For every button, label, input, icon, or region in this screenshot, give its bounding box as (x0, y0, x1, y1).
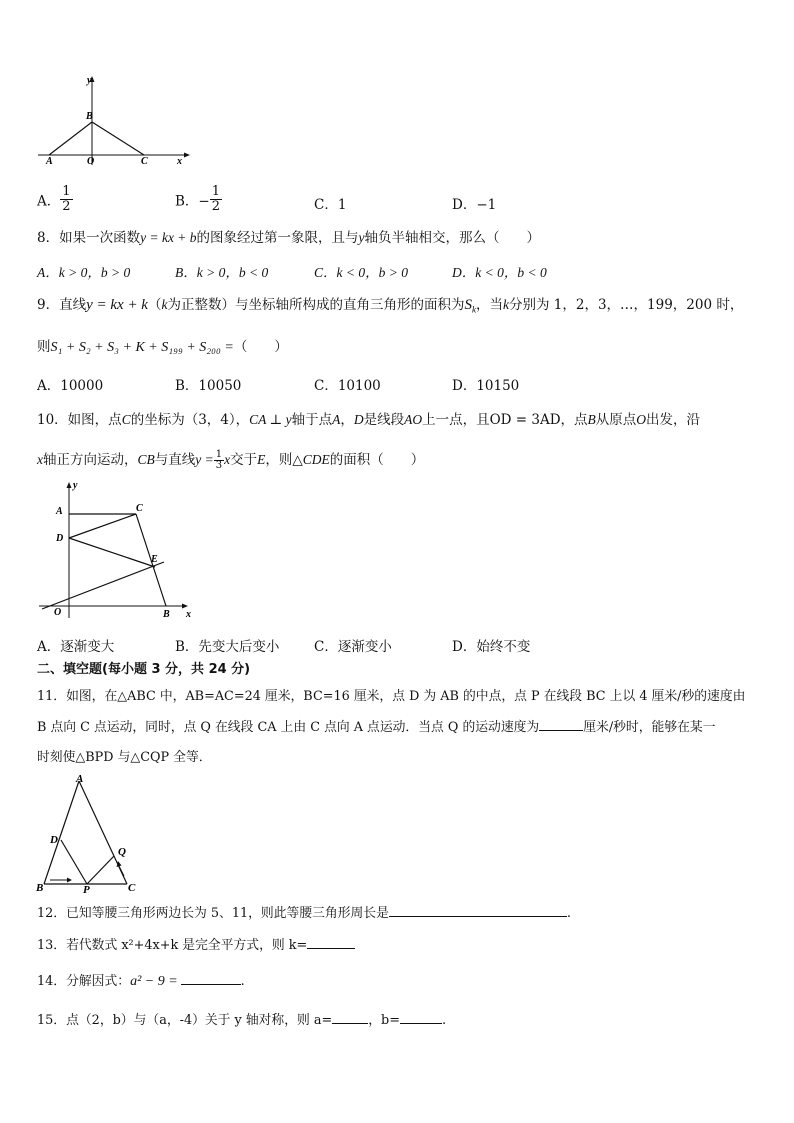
label-b: B (86, 111, 93, 122)
q11-line-1: 11．如图，在△ABC 中，AB=AC=24 厘米，BC=16 厘米，点 D 为 AB 的中点，点 P 在线段 BC 上以 4 厘米/秒的速度由 (37, 689, 746, 704)
q9-option-a: A．10000 (37, 378, 104, 394)
q8-option-a: A．k > 0，b > 0 (37, 265, 131, 280)
segment-de (69, 538, 155, 567)
label-a: A (76, 773, 84, 785)
q10-line-1: 10．如图，点C的坐标为（3，4），CA ⊥ y轴于点A，D是线段AO上一点，且OD = 3AD，点B从原点O出发，沿 (37, 412, 701, 428)
label-o: O (54, 607, 62, 618)
segment-ab (49, 122, 92, 155)
arrow-c-to-q (119, 866, 124, 876)
q9-line-1: 9．直线y = kx + k（k为正整数）与坐标轴所构成的直角三角形的面积为$S_k$，当k分别为 1，2，3，…，199，200 时， (37, 297, 744, 315)
q13-answer-blank[interactable] (307, 936, 355, 949)
q14: 14．分解因式：a² − 9 = . (37, 974, 245, 989)
q9-option-d: D．10150 (452, 378, 520, 394)
y-axis-arrow-icon (67, 482, 72, 488)
q14-answer-blank[interactable] (181, 972, 241, 985)
q12: 12．已知等腰三角形两边长为 5、11，则此等腰三角形周长是 . (37, 906, 571, 921)
q7-figure (34, 72, 194, 167)
q10-line-2: x轴正方向运动，CB与直线y = $\frac{1}{3}$ x交于E，则△CDE的面积（ ） (37, 449, 425, 471)
q11-line-2: B 点向 C 点运动，同时，点 Q 在线段 CA 上由 C 点向 A 点运动．当点 Q 的运动速度为 厘米/秒时，能够在某一 (37, 720, 716, 735)
x-axis-arrow-icon (184, 153, 190, 158)
label-c: C (136, 503, 143, 514)
q7-option-b: B．− $\frac{1}{2}$ (175, 184, 221, 214)
label-a: A (46, 156, 53, 167)
segment-ab (44, 781, 79, 884)
q10-option-c: C．逐渐变小 (314, 639, 392, 655)
label-p: P (83, 884, 90, 894)
label-c: C (141, 156, 148, 167)
q8-stem: 8．如果一次函数y = kx + b的图象经过第一象限，且与y轴负半轴相交，那么（ ） (37, 230, 541, 246)
q15-blank-b[interactable] (400, 1011, 442, 1024)
label-d: D (50, 834, 58, 846)
q10-figure (34, 478, 199, 620)
label-q: Q (118, 846, 126, 858)
q10-option-a: A．逐渐变大 (37, 639, 115, 655)
label-x: x (177, 156, 182, 167)
q10-option-d: D．始终不变 (452, 639, 531, 655)
segment-dp (61, 840, 87, 884)
q11-figure (34, 772, 144, 894)
segment-bc (92, 122, 144, 155)
label-y: y (73, 480, 78, 491)
label-y: y (87, 75, 92, 86)
q9-line-2: 则S₁ + S₂ + S₃ + K + S₁₉₉ + S₂₀₀ =（ ） (37, 339, 288, 355)
q11-answer-blank[interactable] (539, 718, 583, 731)
q10-option-b: B．先变大后变小 (175, 639, 280, 655)
label-e: E (151, 554, 158, 565)
q8-option-d: D．k < 0，b < 0 (452, 265, 547, 280)
q13: 13．若代数式 x²+4x+k 是完全平方式，则 k= (37, 936, 355, 955)
q8-option-b: B．k > 0，b < 0 (175, 265, 269, 280)
arrow-right-icon (67, 878, 72, 883)
x-axis-arrow-icon (182, 604, 188, 609)
q15-blank-a[interactable] (332, 1011, 368, 1024)
q9-option-c: C．10100 (314, 378, 381, 394)
q7-option-d: D．−1 (452, 197, 497, 213)
q11-line-3: 时刻使△BPD 与△CQP 全等． (37, 750, 212, 765)
q12-answer-blank[interactable] (389, 904, 567, 917)
q7-option-a: A． $\frac{1}{2}$ (37, 184, 71, 214)
q9-option-b: B．10050 (175, 378, 242, 394)
label-b: B (163, 609, 170, 620)
label-b: B (36, 882, 44, 894)
label-o: O (87, 156, 95, 167)
segment-dc (69, 514, 136, 538)
label-x: x (186, 609, 191, 620)
label-c: C (128, 882, 136, 894)
q7-option-c: C．1 (314, 197, 347, 213)
q8-option-c: C．k < 0，b > 0 (314, 265, 408, 280)
section-2-heading: 二、填空题(每小题 3 分，共 24 分) (37, 662, 251, 677)
label-a: A (56, 506, 63, 517)
line-y-third-x (42, 562, 164, 609)
q15: 15．点（2，b）与（a，-4）关于 y 轴对称，则 a= ，b= . (37, 1013, 447, 1028)
segment-pq (87, 856, 114, 884)
label-d: D (56, 533, 64, 544)
